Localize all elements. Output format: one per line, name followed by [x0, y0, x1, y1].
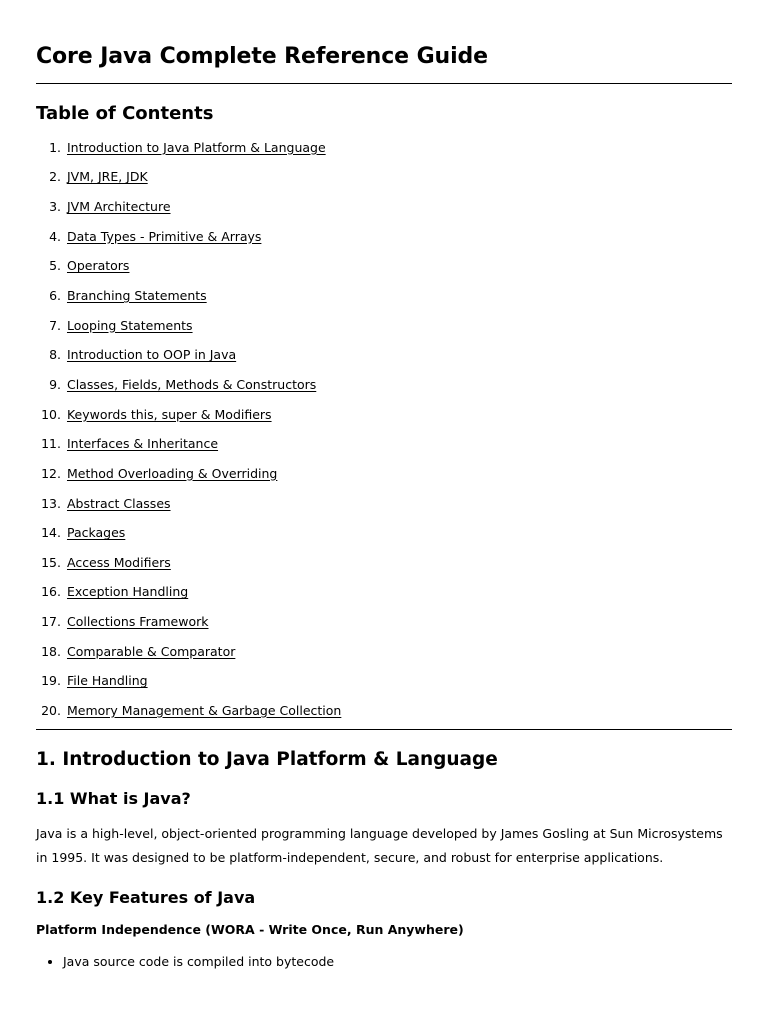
toc-item-number: 20.: [41, 702, 61, 718]
table-of-contents: [36, 133, 732, 726]
toc-item: [36, 637, 732, 667]
toc-item: [36, 281, 732, 311]
toc-item: [36, 370, 732, 400]
toc-item: [36, 429, 732, 459]
toc-link[interactable]: Introduction to Java Platform & Language: [66, 139, 326, 155]
toc-link[interactable]: Classes, Fields, Methods & Constructors: [66, 376, 317, 392]
toc-item: [36, 489, 732, 519]
toc-item: [36, 222, 732, 252]
toc-link[interactable]: Exception Handling: [66, 584, 189, 600]
toc-item-number: 16.: [41, 584, 61, 600]
toc-link[interactable]: Abstract Classes: [66, 495, 171, 511]
list-item: • Java source code is compiled into bytecode: [63, 953, 732, 971]
toc-item: [36, 696, 732, 726]
toc-item: [36, 133, 732, 163]
toc-item: [36, 311, 732, 341]
toc-item: [36, 607, 732, 637]
toc-link[interactable]: Method Overloading & Overriding: [66, 465, 278, 481]
toc-link[interactable]: Branching Statements: [66, 288, 207, 304]
toc-link[interactable]: Operators: [66, 258, 130, 274]
toc-item-number: 19.: [41, 673, 61, 689]
toc-link[interactable]: Introduction to OOP in Java: [66, 347, 237, 363]
toc-link[interactable]: Keywords this, super & Modifiers: [66, 406, 272, 422]
toc-link[interactable]: Comparable & Comparator: [66, 643, 236, 659]
toc-item-number: 17.: [41, 614, 61, 630]
toc-heading: Table of Contents: [36, 103, 214, 124]
toc-link[interactable]: Packages: [66, 525, 126, 541]
toc-link[interactable]: Interfaces & Inheritance: [66, 436, 219, 452]
toc-item-number: 12.: [41, 465, 61, 481]
toc-item-number: 1.: [49, 139, 61, 155]
toc-item-number: 4.: [49, 228, 61, 244]
toc-item-number: 2.: [49, 169, 61, 185]
toc-item: [36, 192, 732, 222]
feature-bullet-list: [36, 953, 732, 971]
toc-item-number: 7.: [49, 317, 61, 333]
toc-link[interactable]: Data Types - Primitive & Arrays: [66, 228, 262, 244]
toc-item: [36, 518, 732, 548]
toc-item: [36, 548, 732, 578]
toc-item: [36, 459, 732, 489]
toc-item-number: 11.: [41, 436, 61, 452]
toc-link[interactable]: Collections Framework: [66, 614, 209, 630]
toc-link[interactable]: JVM Architecture: [66, 199, 171, 215]
toc-link[interactable]: JVM, JRE, JDK: [66, 169, 148, 185]
toc-item: [36, 252, 732, 282]
toc-item: [36, 667, 732, 697]
toc-link[interactable]: File Handling: [66, 673, 148, 689]
toc-link[interactable]: Access Modifiers: [66, 554, 171, 570]
toc-link[interactable]: Memory Management & Garbage Collection: [66, 702, 342, 718]
toc-item-number: 18.: [41, 643, 61, 659]
section-heading: 1. Introduction to Java Platform & Language: [36, 748, 498, 770]
page-title: Core Java Complete Reference Guide: [36, 44, 488, 69]
toc-item: [36, 400, 732, 430]
toc-item: [36, 578, 732, 608]
toc-item-number: 10.: [41, 406, 61, 422]
toc-item-number: 14.: [41, 525, 61, 541]
toc-item-number: 9.: [49, 376, 61, 392]
toc-item: [36, 163, 732, 193]
toc-item: [36, 340, 732, 370]
subsection-heading-key-features: 1.2 Key Features of Java: [36, 887, 256, 907]
subsection-heading-what-is-java: 1.1 What is Java?: [36, 788, 191, 808]
feature-heading-platform-independence: Platform Independence (WORA - Write Once, Run Anywhere): [36, 921, 464, 937]
toc-item-number: 13.: [41, 495, 61, 511]
toc-item-number: 6.: [49, 288, 61, 304]
toc-link[interactable]: Looping Statements: [66, 317, 193, 333]
toc-item-number: 5.: [49, 258, 61, 274]
toc-item-number: 3.: [49, 199, 61, 215]
toc-item-number: 8.: [49, 347, 61, 363]
toc-item-number: 15.: [41, 554, 61, 570]
paragraph-what-is-java: Java is a high-level, object-oriented programming language developed by James Gosling at Sun Microsystems in 1995. It was designed to be platform-independent, secure, and robust for enterprise applications.: [36, 825, 723, 866]
